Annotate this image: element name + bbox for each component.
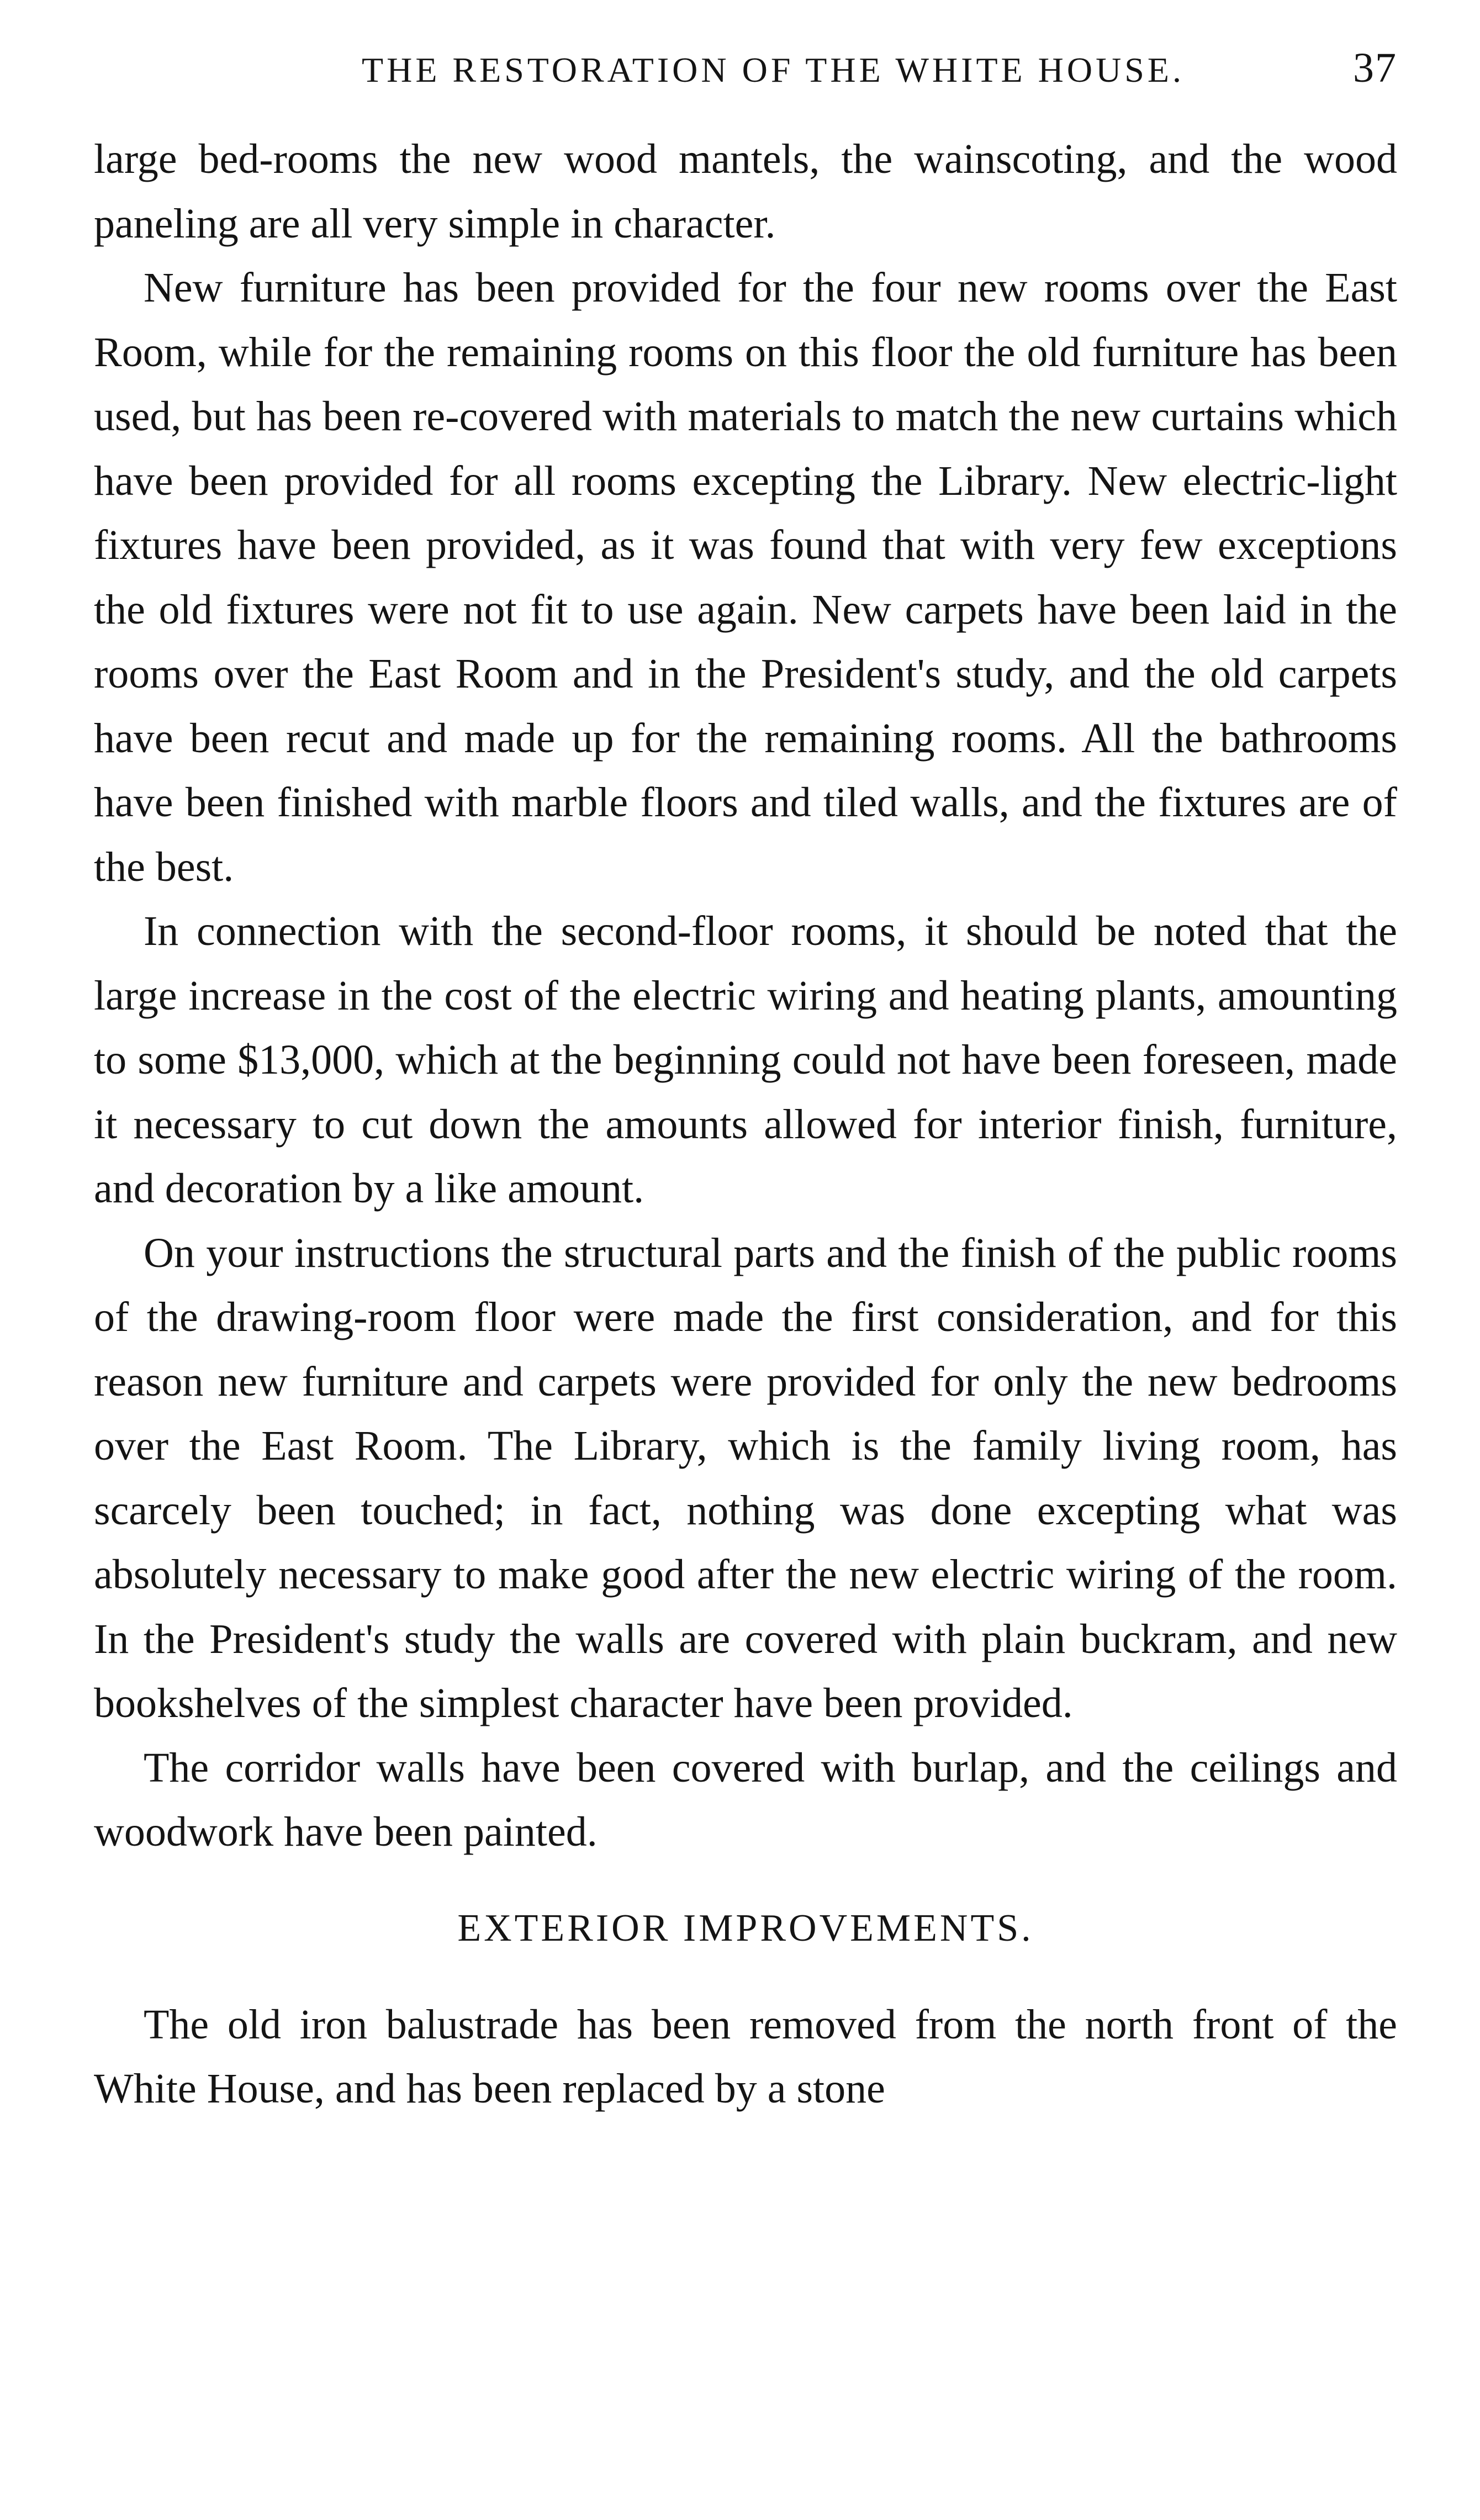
page-number: 37 (1353, 45, 1397, 91)
section-heading: EXTERIOR IMPROVEMENTS. (457, 1906, 1034, 1950)
running-title: THE RESTORATION OF THE WHITE HOUSE. (362, 50, 1185, 89)
paragraph-furniture: New furniture has been provided for the four new rooms over the East Room, while for the remaining rooms on this floor the old furniture has been used, but has been re-covered with materials to match the new curtains which have been provided for all rooms excepting the Library. New electric-light fixtures have been provided, as it was found that with very few exceptions the old fixtures were not fit to use again. New carpets have been laid in the rooms over the East Room and in the President's study, and the old carpets have been recut and made up for the remaining rooms. All the bathrooms have been finished with marble floors and tiled walls, and the fixtures are of the best. (94, 265, 1397, 890)
paragraph-balustrade: The old iron balustrade has been removed from the north front of the White House, and has been replaced by a stone (94, 2001, 1397, 2112)
paragraph-continued: large bed-rooms the new wood mantels, the wainscoting, and the wood paneling are all very simple in character. (94, 136, 1397, 247)
book-page (94, 44, 1397, 2121)
body-text (94, 127, 1397, 2121)
paragraph-corridor: The corridor walls have been covered with burlap, and the ceilings and woodwork have been painted. (94, 1744, 1397, 1855)
paragraph-drawing-room-floor: On your instructions the structural parts and the finish of the public rooms of the drawing-room floor were made the first consideration, and for this reason new furniture and carpets were provided for only the new bedrooms over the East Room. The Library, which is the family living room, has scarcely been touched; in fact, nothing was done excepting what was absolutely necessary to make good after the new electric wiring of the room. In the President's study the walls are covered with plain buckram, and new bookshelves of the simplest character have been provided. (94, 1229, 1397, 1726)
running-head (94, 44, 1397, 127)
paragraph-second-floor-costs: In connection with the second-floor rooms, it should be noted that the large increase in the cost of the electric wiring and heating plants, amounting to some $13,000, which at the beginning could not have been foreseen, made it necessary to cut down the amounts allowed for interior finish, furniture, and decoration by a like amount. (94, 908, 1397, 1212)
